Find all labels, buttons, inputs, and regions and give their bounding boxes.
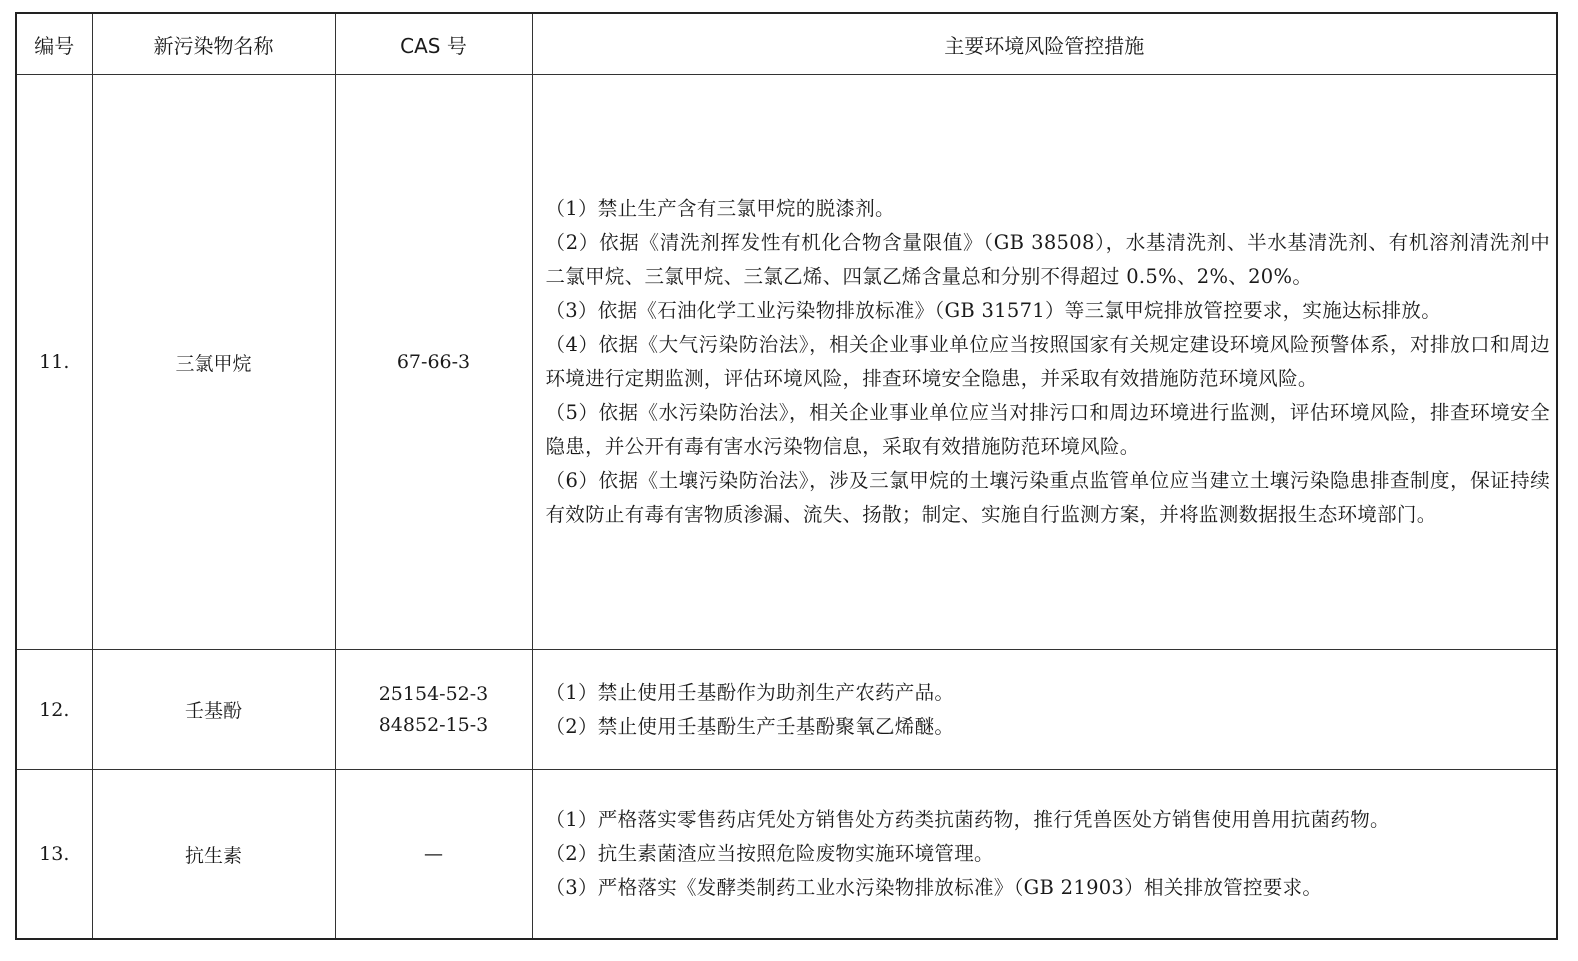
cas-number xyxy=(335,770,532,940)
cas-value: — xyxy=(424,842,443,865)
measure-item: （3）依据《石油化学工业污染物排放标准》（GB 31571）等三氯甲烷排放管控要求，实施达标排放。 xyxy=(545,299,1441,322)
measure-item: （3）严格落实《发酵类制药工业水污染物排放标准》（GB 21903）相关排放管控要求。 xyxy=(545,876,1323,899)
control-measures xyxy=(532,770,1557,940)
cas-number xyxy=(335,75,532,650)
table-header-row xyxy=(16,13,1557,75)
pollutant-name: 壬基酚 xyxy=(92,650,335,770)
row-number: 11. xyxy=(16,75,92,650)
cas-value: 84852-15-3 xyxy=(378,713,489,736)
header-number: 编号 xyxy=(16,13,92,75)
measure-item: （5）依据《水污染防治法》，相关企业事业单位应当对排污口和周边环境进行监测，评估环境风险，排查环境安全隐患，并公开有毒有害水污染物信息，采取有效措施防范环境风险。 xyxy=(545,401,1550,458)
measure-item: （1）严格落实零售药店凭处方销售处方药类抗菌药物，推行凭兽医处方销售使用兽用抗菌药物。 xyxy=(545,808,1390,831)
measure-item: （4）依据《大气污染防治法》，相关企业事业单位应当按照国家有关规定建设环境风险预警体系，对排放口和周边环境进行定期监测，评估环境风险，排查环境安全隐患，并采取有效措施防范环境风险。 xyxy=(545,333,1550,390)
table-row xyxy=(16,650,1557,770)
control-measures xyxy=(532,75,1557,650)
row-number: 12. xyxy=(16,650,92,770)
header-cas-number: CAS 号 xyxy=(335,13,532,75)
header-control-measures: 主要环境风险管控措施 xyxy=(532,13,1557,75)
pollutant-control-table xyxy=(15,12,1558,940)
measure-item: （1）禁止生产含有三氯甲烷的脱漆剂。 xyxy=(545,197,895,220)
measure-item: （6）依据《土壤污染防治法》，涉及三氯甲烷的土壤污染重点监管单位应当建立土壤污染隐患排查制度，保证持续有效防止有毒有害物质渗漏、流失、扬散；制定、实施自行监测方案，并将监测数据报生态环境部门。 xyxy=(545,469,1550,526)
header-pollutant-name: 新污染物名称 xyxy=(92,13,335,75)
row-number: 13. xyxy=(16,770,92,940)
cas-value: 25154-52-3 xyxy=(378,682,489,705)
pollutant-name: 抗生素 xyxy=(92,770,335,940)
measure-item: （2）抗生素菌渣应当按照危险废物实施环境管理。 xyxy=(545,842,994,865)
measure-item: （2）依据《清洗剂挥发性有机化合物含量限值》（GB 38508），水基清洗剂、半水基清洗剂、有机溶剂清洗剂中二氯甲烷、三氯甲烷、三氯乙烯、四氯乙烯含量总和分别不得超过 0.5%、2%、20%。 xyxy=(545,231,1550,288)
cas-value: 67-66-3 xyxy=(396,350,471,373)
control-measures xyxy=(532,650,1557,770)
table-row xyxy=(16,770,1557,940)
table-row xyxy=(16,75,1557,650)
cas-number xyxy=(335,650,532,770)
pollutant-name: 三氯甲烷 xyxy=(92,75,335,650)
measure-item: （1）禁止使用壬基酚作为助剂生产农药产品。 xyxy=(545,680,955,704)
measure-item: （2）禁止使用壬基酚生产壬基酚聚氧乙烯醚。 xyxy=(545,714,955,738)
